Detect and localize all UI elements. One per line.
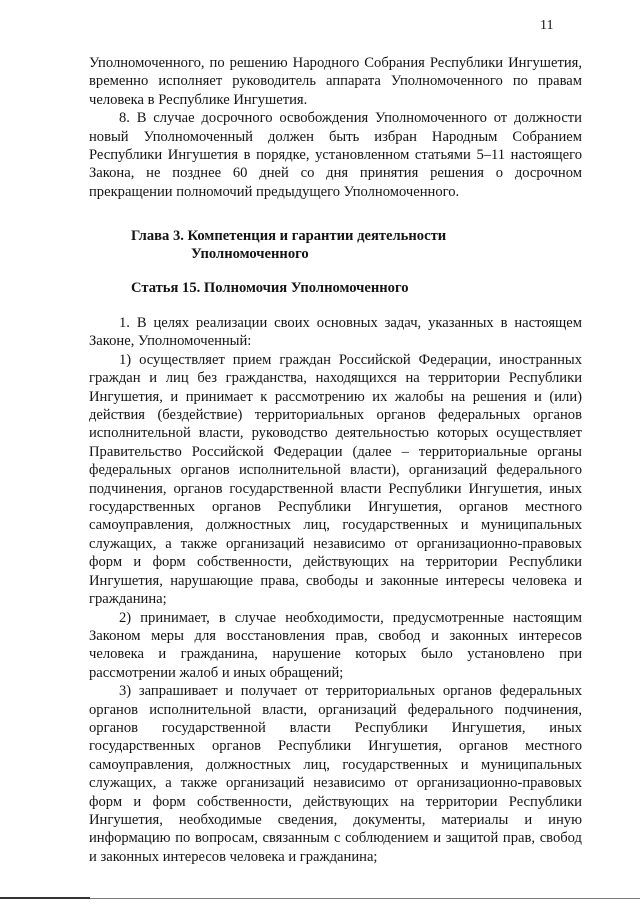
paragraph-continuation: Уполномоченного, по решению Народного Собрания Республики Ингушетия, временно исполняет руководитель аппарата Уполномоченного по правам человека в Республике Ингушетия.: [89, 55, 582, 108]
chapter-heading-line1: Глава 3. Компетенция и гарантии деятельности: [131, 228, 447, 244]
paragraph-item-8: 8. В случае досрочного освобождения Уполномоченного от должности новый Уполномоченный должен быть избран Народным Собранием Республики Ингушетия в порядке, установленном статьями 5–11 настоящего Закона, не позднее 60 дней со дня принятия решения о досрочном прекращении полномочий предыдущего Уполномоченного.: [89, 110, 582, 200]
article-heading: Статья 15. Полномочия Уполномоченного: [131, 280, 409, 296]
list-item-1: 1) осуществляет прием граждан Российской Федерации, иностранных граждан и лиц без гражданства, находящихся на территории Республики Ингушетия, и принимает к рассмотрению их жалобы на решения и (или) действия (бездействие) территориальных органов федеральных органов исполнительной власти, руководство деятельностью которых осуществляет Правительство Российской Федерации (далее – территориальные органы федеральных органов исполнительной власти), организаций федерального подчинения, органов государственной власти Республики Ингушетия, иных государственных органов Республики Ингушетия, органов местного самоуправления, должностных лиц, государственных и муниципальных служащих, а также организаций независимо от организационно-правовых форм и форм собственности, действующих на территории Республики Ингушетия, нарушающие права, свободы и законные интересы человека и гражданина;: [89, 351, 582, 608]
list-item-3: 3) запрашивает и получает от территориальных органов федеральных органов исполнительной власти, организаций федерального подчинения, органов государственной власти Республики Ингушетия, иных государственных органов Республики Ингушетия, органов местного самоуправления, должностных лиц, государственных и муниципальных служащих, а также организаций независимо от организационно-правовых форм и форм собственности, действующих на территории Республики Ингушетия, необходимые сведения, документы, материалы и иную информацию по вопросам, связанным с соблюдением и защитой прав, свобод и законных интересов человека и гражданина;: [89, 683, 582, 865]
page-bottom-edge: [0, 898, 640, 899]
paragraph-clause-1: 1. В целях реализации своих основных задач, указанных в настоящем Законе, Уполномоченный:: [89, 315, 582, 350]
list-item-2: 2) принимает, в случае необходимости, предусмотренные настоящим Законом меры для восстановления прав, свобод и законных интересов человека и гражданина, нарушение которых было установлено при рассмотрении жалоб и иных обращений;: [89, 609, 582, 681]
chapter-heading-line2: Уполномоченного: [191, 246, 309, 263]
continued-text-block: [89, 54, 582, 201]
article-body: [89, 314, 582, 866]
page-bottom-edge-mark: [0, 897, 90, 899]
chapter-heading: [131, 227, 551, 264]
page-number: 11: [540, 18, 554, 33]
